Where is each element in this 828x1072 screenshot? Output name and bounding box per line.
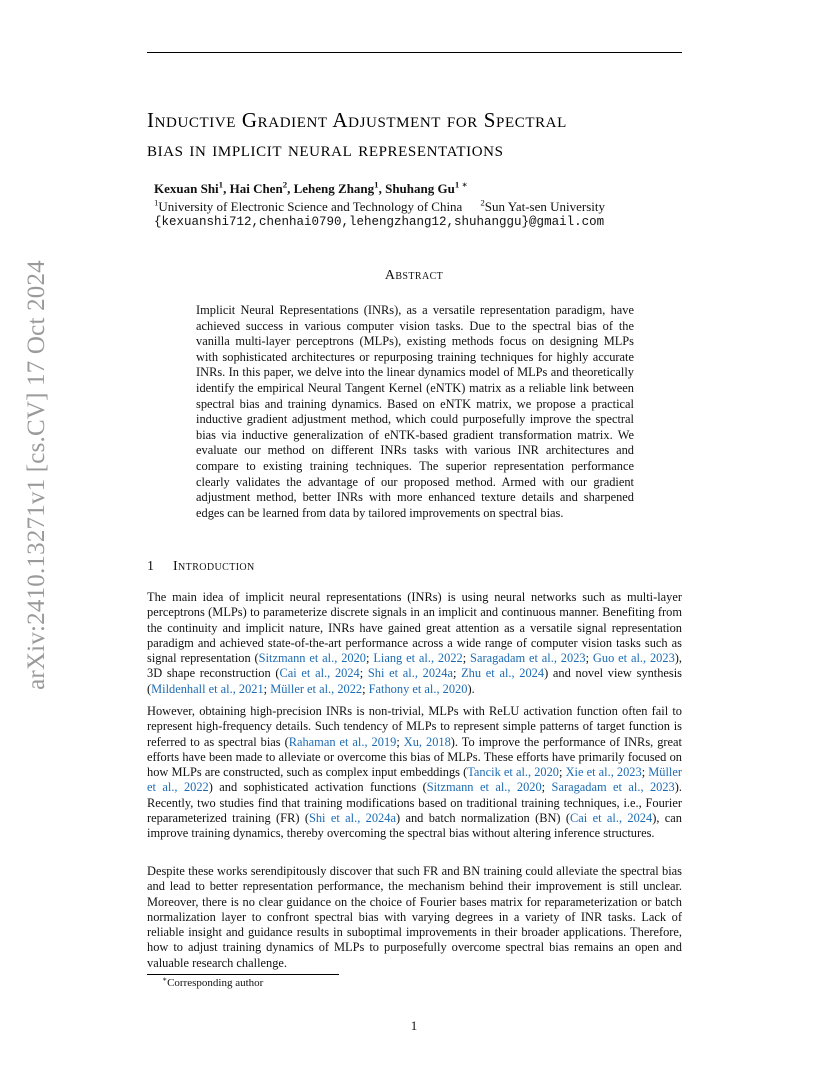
footnote-mark: ∗ bbox=[162, 974, 168, 984]
title-line-2: bias in implicit neural representations bbox=[147, 137, 504, 161]
affiliation-text: University of Electronic Science and Technology of China bbox=[158, 199, 463, 214]
citation-link[interactable]: Shi et al., 2024a bbox=[308, 811, 396, 826]
citation-link[interactable]: Guo et al., 2023 bbox=[592, 651, 675, 666]
paragraph-text: However, obtaining high-precision INRs is non-trivial, MLPs with ReLU activation function often fail to represent high-frequency details. Such tendency of MLPs to represent simple patterns of target function is referred to as spectral bias ( bbox=[147, 704, 682, 749]
section-number: 1 bbox=[147, 559, 155, 574]
citation-link[interactable]: Cai et al., 2024 bbox=[570, 811, 653, 826]
citation-link[interactable]: Müller et al., 2022 bbox=[147, 765, 683, 795]
citation-link[interactable]: Tancik et al., 2020 bbox=[467, 765, 559, 780]
citation-link[interactable]: Sitzmann et al., 2020 bbox=[258, 651, 366, 666]
paragraph-text: ; bbox=[452, 666, 462, 681]
paragraph-text: ; bbox=[641, 765, 649, 780]
paragraph-text: ), 3D shape reconstruction ( bbox=[147, 651, 682, 681]
section-title: Introduction bbox=[173, 559, 255, 574]
author-mark: 1 bbox=[218, 179, 224, 190]
paragraph-text: ; bbox=[541, 780, 552, 795]
intro-paragraph-3 bbox=[147, 864, 682, 971]
citation-link[interactable]: Mildenhall et al., 2021 bbox=[151, 681, 264, 696]
paragraph-text: ; bbox=[362, 681, 369, 696]
affiliation-text: Sun Yat-sen University bbox=[484, 199, 606, 214]
citation-link[interactable]: Rahaman et al., 2019 bbox=[288, 734, 397, 749]
paragraph-text: ; bbox=[559, 765, 566, 780]
paragraph-text: ; bbox=[263, 681, 271, 696]
citation-link[interactable]: Fathony et al., 2020 bbox=[368, 681, 468, 696]
paper-title bbox=[147, 106, 707, 164]
paragraph-text: ; bbox=[396, 734, 404, 749]
abstract-body: Implicit Neural Representations (INRs), as a versatile representation paradigm, have achieved success in various computer vision tasks. Due to the spectral bias of the vanilla multi-layer perceptrons (MLPs), existing methods focus on designing MLPs with sophisticated architectures or repurposing training techniques for highly accurate INRs. In this paper, we delve into the linear dynamics model of MLPs and theoretically identify the empirical Neural Tangent Kernel (eNTK) matrix as a reliable link between spectral bias and training dynamics. Based on eNTK matrix, we propose a practical inductive gradient adjustment method, which could purposefully improve the spectral bias via inductive generalization of eNTK-based gradient transformation matrix. We evaluate our method on different INRs tasks with various INR architectures and compare to existing training techniques. The superior representation performance clearly validates the advantage of our proposed method. Armed with our gradient adjustment method, better INRs with more enhanced texture details and sharpened edges can be learned from data by tailored improvements on spectral bias. bbox=[196, 303, 634, 520]
citation-link[interactable]: Xie et al., 2023 bbox=[565, 765, 642, 780]
paragraph-text: ; bbox=[462, 651, 471, 666]
abstract-heading: Abstract bbox=[384, 268, 444, 283]
citation-link[interactable]: Zhu et al., 2024 bbox=[461, 666, 545, 681]
paragraph-text: ; bbox=[365, 651, 374, 666]
author-name: Kexuan Shi bbox=[154, 181, 219, 196]
paragraph-text: ) and novel view synthesis ( bbox=[147, 666, 683, 696]
affiliation-mark: 1 bbox=[154, 197, 159, 208]
citation-link[interactable]: Saragadam et al., 2023 bbox=[470, 651, 586, 666]
citation-link[interactable]: Sitzmann et al., 2020 bbox=[426, 780, 542, 795]
author-list: Kexuan Shi$^1$, Hai Chen$^2$, Leheng Zhang$^1$, Shuhang $Gu^{1 ∗}$ bbox=[154, 179, 468, 196]
citation-link[interactable]: Xu, 2018 bbox=[403, 734, 451, 749]
footnote bbox=[162, 974, 264, 989]
paragraph-text: ; bbox=[359, 666, 368, 681]
author-mark: 2 bbox=[282, 179, 288, 190]
author-name: Leheng Zhang bbox=[293, 181, 375, 196]
author-mark: 1 bbox=[374, 179, 379, 190]
affiliations bbox=[154, 199, 605, 215]
intro-paragraph-2 bbox=[147, 704, 682, 842]
section-heading bbox=[147, 559, 255, 575]
arxiv-stamp-text: arXiv:2410.13271v1 [cs.CV] 17 Oct 2024 bbox=[23, 260, 50, 690]
paragraph-text: Despite these works serendipitously discover that such FR and BN training could alleviate the spectral bias and lead to better representation performance, the mechanism behind their improvement is still unclear. Moreover, there is no clear guidance on the choice of Fourier bases matrix for reparameterization or batch normalization layer to confront spectral bias with varying degrees in a variety of INR tasks. Lack of reliable insight and guidance results in suboptimal improvements in their broader applications. Therefore, how to adjust training dynamics of MLPs to purposefully overcome spectral bias remains an open and valuable research challenge. bbox=[147, 864, 682, 970]
footnote-rule bbox=[147, 974, 339, 975]
paragraph-text: ). bbox=[467, 681, 475, 696]
author-name: Hai Chen bbox=[229, 181, 283, 196]
intro-paragraph-1 bbox=[147, 590, 682, 697]
top-rule bbox=[147, 52, 682, 53]
paragraph-text: ) and sophisticated activation functions ( bbox=[208, 780, 427, 795]
title-line-1: Inductive Gradient Adjustment for Spectral bbox=[147, 108, 567, 132]
paragraph-text: ), can improve training dynamics, thereby overcoming the spectral bias without altering inference structures. bbox=[147, 811, 682, 841]
author-emails: {kexuanshi712,chenhai0790,lehengzhang12,shuhanggu}@gmail.com bbox=[154, 215, 605, 229]
footnote-text: Corresponding author bbox=[167, 977, 264, 989]
author-name: Shuhang Gu bbox=[385, 181, 455, 196]
page-number: 1 bbox=[410, 1018, 418, 1033]
paragraph-text: ). Recently, two studies find that training modifications based on traditional training techniques, i.e., Fourier reparameterized training (FR) ( bbox=[147, 780, 682, 826]
paragraph-text: The main idea of implicit neural representations (INRs) is using neural networks such as multi-layer perceptrons (MLPs) to parameterize discrete signals in an implicit and continuous manner. Benefiting from the continuity and implicit nature, INRs have gained great attention as a versatile signal representation paradigm and achieved state-of-the-art performance across a wide range of computer vision tasks such as signal representation ( bbox=[147, 590, 682, 666]
paragraph-text: ). To improve the performance of INRs, great efforts have been made to alleviate or overcome this bias of MLPs. These efforts have primarily focused on how MLPs are constructed, such as complex input embeddings ( bbox=[147, 734, 682, 780]
citation-link[interactable]: Müller et al., 2022 bbox=[270, 681, 363, 696]
affiliation-mark: 2 bbox=[480, 197, 485, 208]
paragraph-text: ) and batch normalization (BN) ( bbox=[395, 811, 571, 826]
paragraph-text: ; bbox=[585, 651, 593, 666]
citation-link[interactable]: Shi et al., 2024a bbox=[367, 666, 453, 681]
citation-link[interactable]: Saragadam et al., 2023 bbox=[551, 780, 675, 795]
citation-link[interactable]: Liang et al., 2022 bbox=[373, 651, 463, 666]
author-mark: 1 ∗ bbox=[454, 179, 468, 190]
citation-link[interactable]: Cai et al., 2024 bbox=[279, 666, 360, 681]
